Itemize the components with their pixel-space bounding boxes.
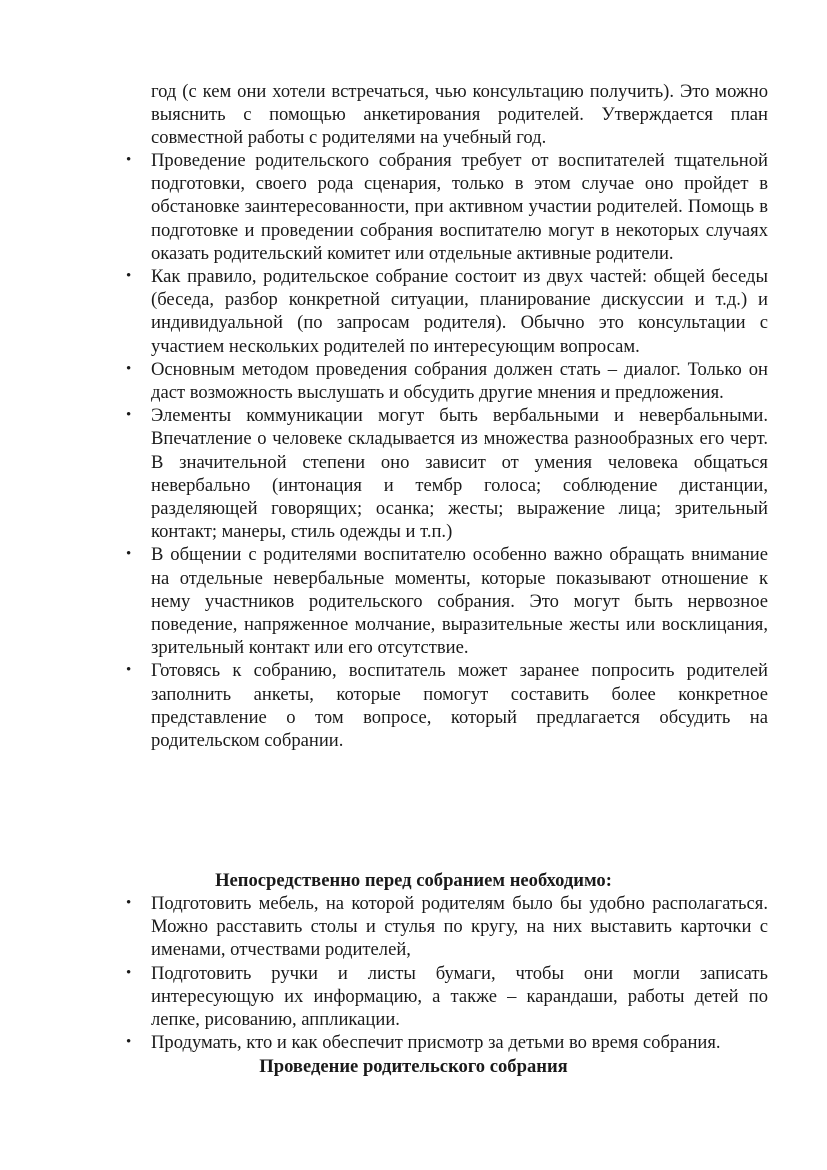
bullet-icon: •: [126, 1034, 132, 1051]
list-item: [126, 659, 768, 752]
list-item: [126, 892, 768, 962]
list-item-text: Подготовить мебель, на которой родителям было бы удобно располагаться. Можно расставить столы и стулья по кругу, на них выставить карточки с именами, отчествами родителей,: [151, 893, 768, 961]
list-item: [126, 265, 768, 358]
list-item-text: В общении с родителями воспитателю особенно важно обращать внимание на отдельные невербальные моменты, которые показывают отношение к нему участников родительского собрания. Это могут быть нервозное поведение, напряженное молчание, выразительные жесты или восклицания, зрительный контакт или его отсутствие.: [151, 544, 768, 659]
bullet-icon: •: [126, 546, 132, 563]
list-item-text: Продумать, кто и как обеспечит присмотр за детьми во время собрания.: [151, 1032, 721, 1054]
list-item: [126, 149, 768, 265]
section-heading-before-meeting: Непосредственно перед собранием необходимо:: [215, 870, 612, 891]
list-item-text: Как правило, родительское собрание состоит из двух частей: общей беседы (беседа, разбор конкретной ситуации, планирование дискуссии и т.д.) и индивидуальной (по запросам родителя). Обычно это консультации с участием нескольких родителей по интересующим вопросам.: [151, 266, 768, 357]
bullet-icon: •: [126, 895, 132, 911]
list-item-text: Проведение родительского собрания требует от воспитателей тщательной подготовки, своего рода сценария, только в этом случае оно пройдет в обстановке заинтересованности, при активном участии родителей. Помощь в подготовке и проведении собрания воспитателю могут в некоторых случаях оказать родительский комитет или отдельные активные родители.: [151, 150, 768, 264]
bullet-icon: •: [126, 662, 132, 679]
bullet-icon: •: [126, 152, 132, 168]
section-heading-conducting-meeting: Проведение родительского собрания: [259, 1056, 568, 1077]
list-item: [126, 1031, 768, 1054]
list-item: [126, 543, 768, 659]
list-item: [126, 404, 768, 543]
list-item-text: Подготовить ручки и листы бумаги, чтобы они могли записать интересующую их информацию, а также – карандаши, работы детей по лепке, рисованию, аппликации.: [151, 962, 768, 1031]
list-item: [126, 358, 768, 404]
list-item-text: Основным методом проведения собрания должен стать – диалог. Только он даст возможность выслушать и обсудить другие мнения и предложения.: [151, 358, 768, 404]
bullet-icon: •: [126, 964, 132, 981]
preparation-tips-list: [126, 149, 768, 752]
bullet-icon: •: [126, 360, 132, 377]
list-item-text: Элементы коммуникации могут быть вербальными и невербальными. Впечатление о человеке складывается из множества разнообразных его черт. В значительной степени оно зависит от умения человека общаться невербально (интонация и тембр голоса; соблюдение дистанции, разделяющей говорящих; осанка; жесты; выражение лица; зрительный контакт; манеры, стиль одежды и т.п.): [151, 405, 768, 543]
bullet-icon: •: [126, 407, 132, 424]
list-item: [126, 962, 768, 1032]
list-item-text: Готовясь к собранию, воспитатель может заранее попросить родителей заполнить анкеты, которые помогут составить более конкретное представление о том вопросе, который предлагается обсудить на родительском собрании.: [151, 660, 768, 752]
before-meeting-list: [126, 892, 768, 1054]
bullet-icon: •: [126, 268, 132, 285]
continuation-paragraph: год (с кем они хотели встречаться, чью консультацию получить). Это можно выяснить с помощью анкетирования родителей. Утверждается план совместной работы с родителями на учебный год.: [151, 81, 768, 149]
